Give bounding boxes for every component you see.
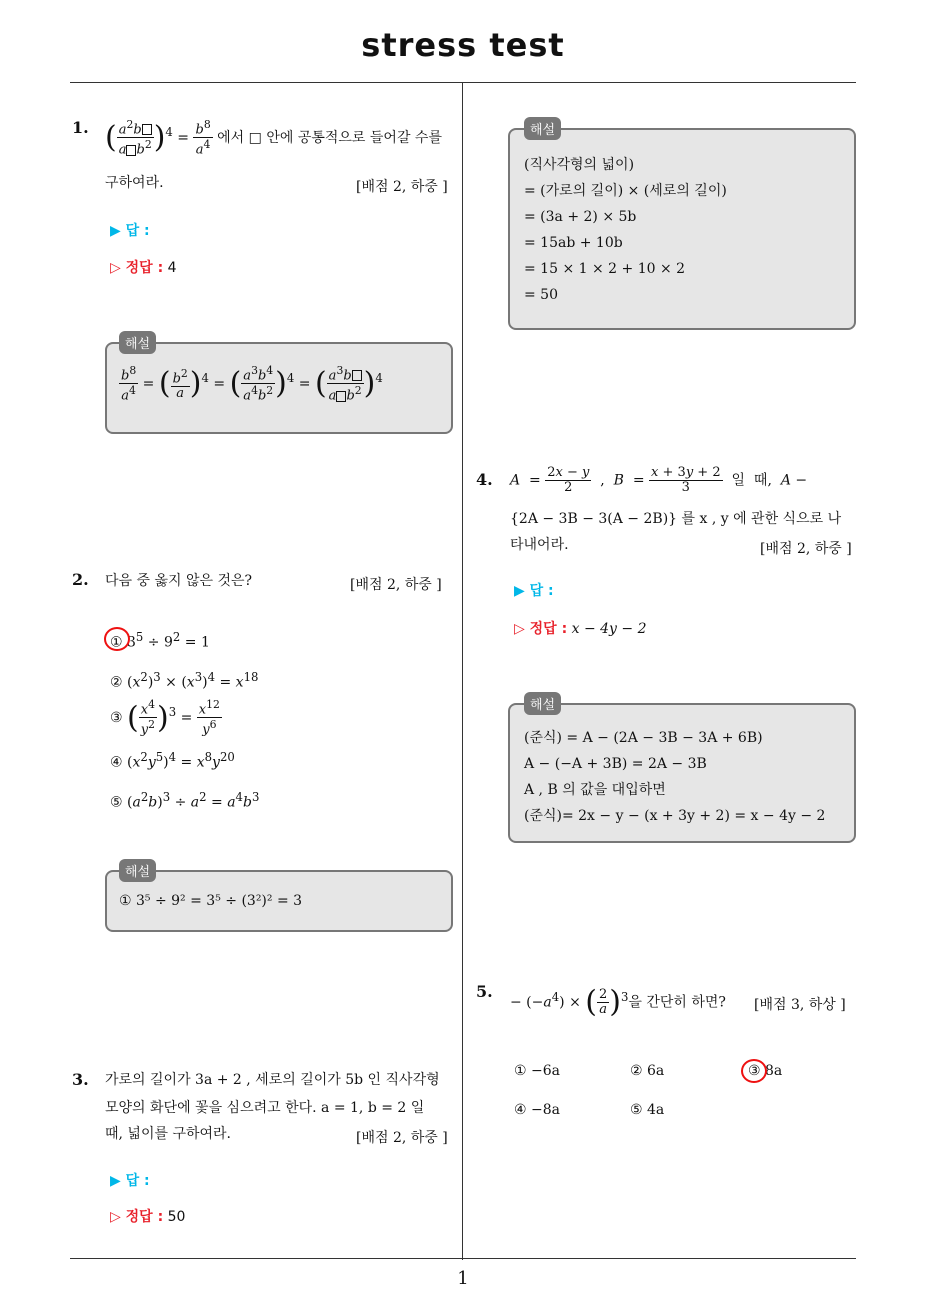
q4-correct-value: x − 4y − 2 bbox=[571, 621, 647, 637]
q1-text: 에서 □ 안에 공통적으로 들어갈 수를 bbox=[217, 129, 442, 146]
q4-text-line2: {2A − 3B − 3(A − 2B)} 를 x , y 에 관한 식으로 나 bbox=[510, 511, 842, 527]
q1-answer-label: ▶ 답 : bbox=[110, 223, 150, 239]
q2-stem: 다음 중 옳지 않은 것은? bbox=[105, 573, 253, 589]
q5-number: 5. bbox=[476, 982, 493, 1001]
q1-explanation-tag: 해설 bbox=[119, 331, 156, 354]
q1-correct-value: 4 bbox=[167, 260, 177, 276]
q4-meta: [배점 2, 하중 ] bbox=[760, 541, 852, 557]
q5-stem: − $(-a^4)$ × ( $\frac{2}{a}$ )$^3$을 간단히 하면? bbox=[510, 984, 726, 1020]
q1-explanation-math: $\frac{b^8}{a^4}$ = ( $\frac{b^2}{a}$ )$^4$ = ( $\frac{a^3b^4}{a^4b^2}$ )$^4$ = ( $\frac{a^3b}{a b^2}$ )$^4$ bbox=[121, 364, 383, 404]
q4-correct bbox=[514, 618, 647, 638]
header-rule bbox=[70, 82, 856, 83]
q5-text: 을 간단히 하면? bbox=[628, 994, 726, 1011]
q2-selected-mark bbox=[104, 627, 130, 651]
q5-option-1: ① −6a bbox=[514, 1063, 560, 1079]
q3-exp-line-1: (직사각형의 넓이) bbox=[524, 157, 635, 173]
q5-option-3: ③ 8a bbox=[748, 1063, 783, 1079]
q2-option-2: ② $(x^2)^3 \times (x^3)^4 = x^{18}$ bbox=[110, 670, 259, 691]
q1-number: 1. bbox=[72, 118, 89, 137]
q5-option-4: ④ −8a bbox=[514, 1102, 560, 1118]
page-title: stress test bbox=[361, 26, 565, 64]
q3-explanation-tag: 해설 bbox=[524, 117, 561, 140]
q3-exp-line-3: = (3a + 2) × 5b bbox=[524, 209, 637, 225]
q4-exp-line-3: A , B 의 값을 대입하면 bbox=[524, 782, 666, 798]
footer-rule bbox=[70, 1258, 856, 1259]
q3-exp-line-5: = 15 × 1 × 2 + 10 × 2 bbox=[524, 261, 686, 277]
q2-meta: [배점 2, 하중 ] bbox=[350, 577, 442, 593]
q1-meta: [배점 2, 하중 ] bbox=[356, 179, 448, 195]
column-divider bbox=[462, 82, 463, 1260]
q3-meta: [배점 2, 하중 ] bbox=[356, 1130, 448, 1146]
q1-correct bbox=[110, 257, 177, 277]
q4-text-line3: 타내어라. bbox=[510, 537, 569, 553]
q4-exp-line-1: (준식) = A − (2A − 3B − 3A + 6B) bbox=[524, 730, 763, 746]
q3-correct-value: 50 bbox=[167, 1209, 186, 1225]
q5-selected-mark bbox=[741, 1059, 767, 1083]
q5-meta: [배점 3, 하상 ] bbox=[754, 997, 846, 1013]
q2-option-3: ③ ( $\frac{x^4}{y^2}$ )$^3$ = $\frac{x^{12}}{y^6}$ bbox=[110, 698, 220, 738]
q1-text-line2: 구하여라. bbox=[105, 175, 164, 191]
q2-explanation-text: ① 3⁵ ÷ 9² = 3⁵ ÷ (3²)² = 3 bbox=[119, 893, 303, 909]
q3-text-line3: 때, 넓이를 구하여라. bbox=[105, 1126, 231, 1142]
q4-correct-label: ▷ 정답 : bbox=[514, 621, 568, 637]
q1-explanation-box bbox=[105, 342, 453, 434]
q3-text-line1: 가로의 길이가 3a + 2 , 세로의 길이가 5b 인 직사각형 bbox=[105, 1072, 440, 1088]
q4-answer-label: ▶ 답 : bbox=[514, 583, 554, 599]
q2-explanation-box bbox=[105, 870, 453, 932]
q2-number: 2. bbox=[72, 570, 89, 589]
q3-text-line2: 모양의 화단에 꽃을 심으려고 한다. a = 1, b = 2 일 bbox=[105, 1100, 425, 1116]
q1-correct-label: ▷ 정답 : bbox=[110, 260, 164, 276]
q3-explanation-box bbox=[508, 128, 856, 330]
q3-exp-line-6: = 50 bbox=[524, 287, 558, 303]
q5-option-2: ② 6a bbox=[630, 1063, 665, 1079]
q4-explanation-box bbox=[508, 703, 856, 843]
q2-option-1: ① $3^5 \div 9^2 = 1$ bbox=[110, 630, 210, 651]
q4-explanation-tag: 해설 bbox=[524, 692, 561, 715]
q3-exp-line-2: = (가로의 길이) × (세로의 길이) bbox=[524, 183, 727, 199]
q2-option-4: ④ $(x^2y^5)^4 = x^8y^{20}$ bbox=[110, 750, 235, 771]
q3-correct-label: ▷ 정답 : bbox=[110, 1209, 164, 1225]
page-number: 1 bbox=[457, 1268, 469, 1289]
q3-exp-line-4: = 15ab + 10b bbox=[524, 235, 623, 251]
q4-stem-line1: A = $\frac{2x - y}{2}$ , B = $\frac{x + 3y + 2}{3}$ 일 때, A − bbox=[510, 465, 808, 495]
q4-number: 4. bbox=[476, 470, 493, 489]
q5-option-5: ⑤ 4a bbox=[630, 1102, 665, 1118]
q3-correct bbox=[110, 1206, 185, 1226]
q3-answer-label: ▶ 답 : bbox=[110, 1173, 150, 1189]
q2-explanation-tag: 해설 bbox=[119, 859, 156, 882]
q4-exp-line-4: (준식)= 2x − y − (x + 3y + 2) = x − 4y − 2 bbox=[524, 808, 826, 824]
q4-exp-line-2: A − (−A + 3B) = 2A − 3B bbox=[524, 756, 707, 772]
q2-option-5: ⑤ $(a^2b)^3 \div a^2 = a^4b^3$ bbox=[110, 790, 260, 811]
q3-number: 3. bbox=[72, 1070, 89, 1089]
q1-stem: ( $\frac{a^2b}{a b^2}$ )$^4$ = $\frac{b^8}{a^4}$ 에서 □ 안에 공통적으로 들어갈 수를 bbox=[105, 118, 442, 158]
